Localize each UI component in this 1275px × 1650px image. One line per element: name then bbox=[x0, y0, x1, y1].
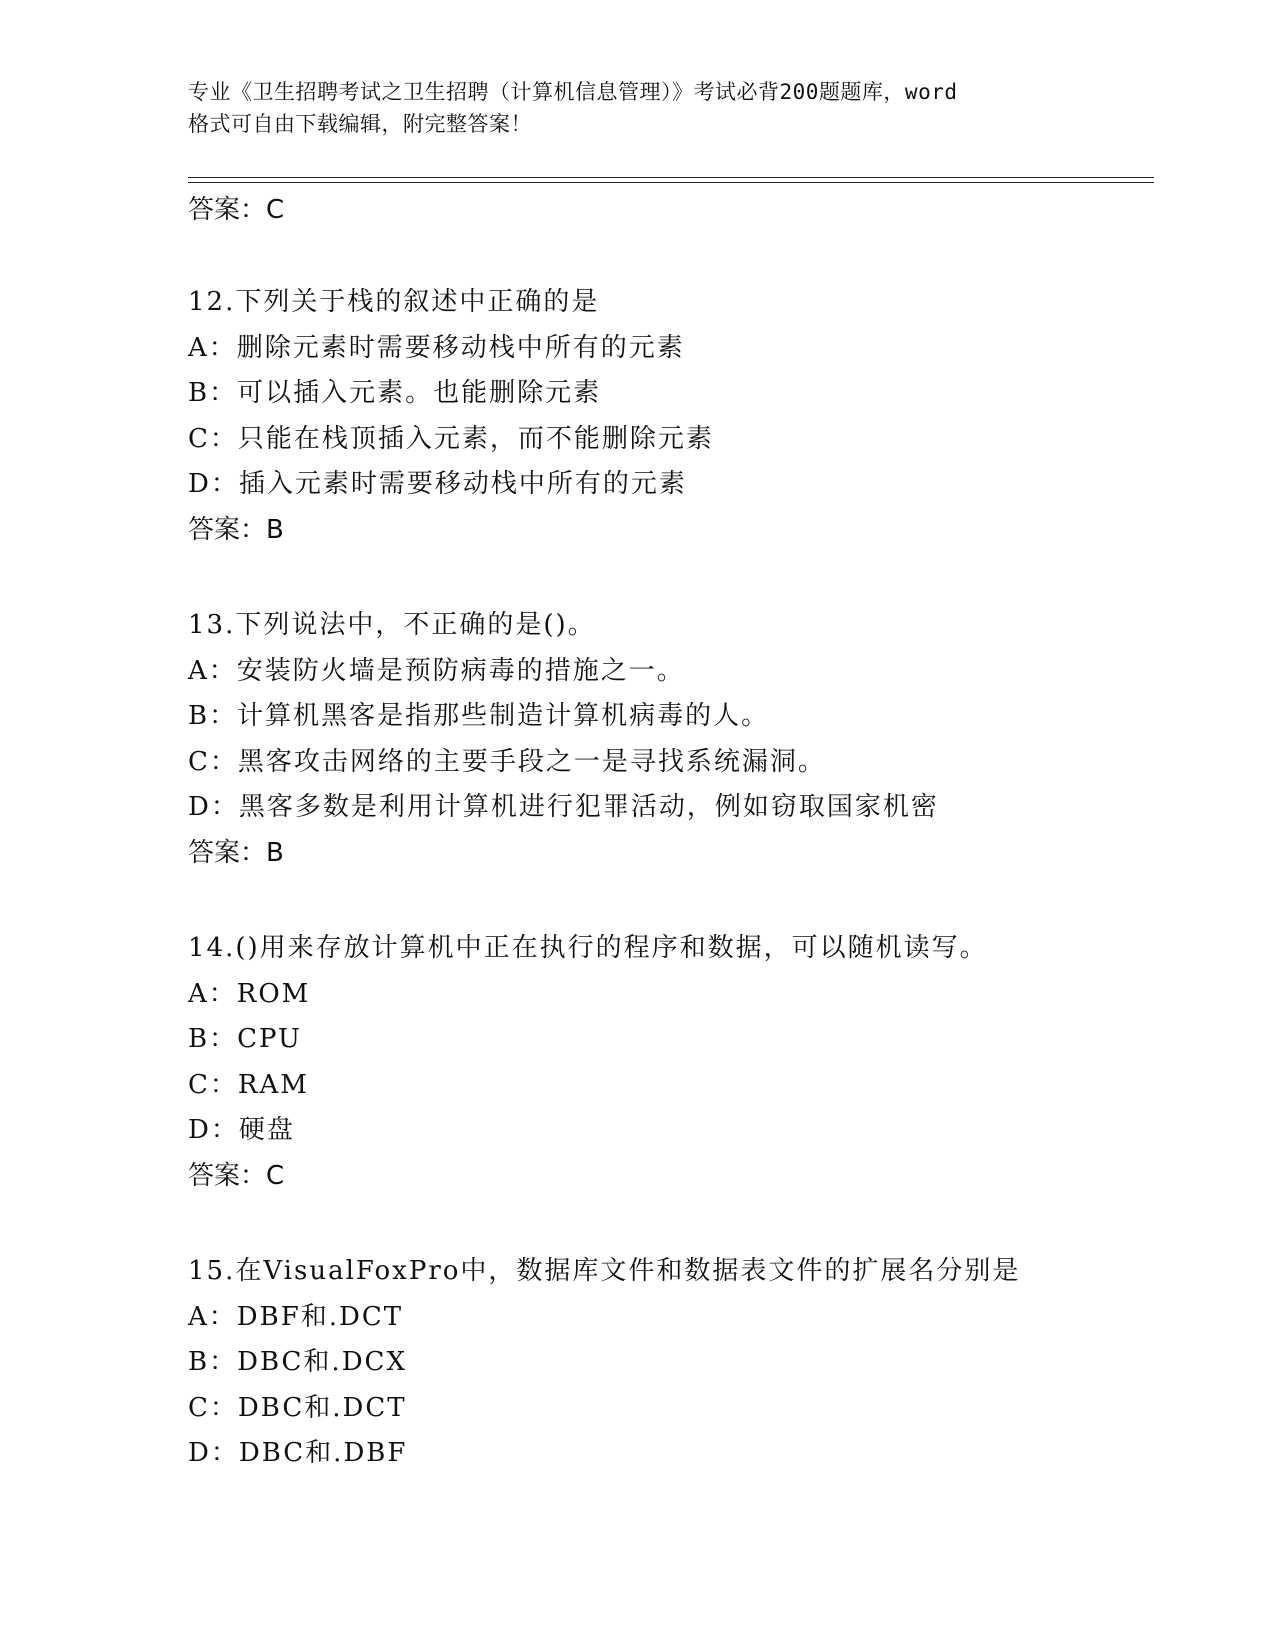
question-block bbox=[188, 280, 1148, 553]
question-stem: 12.下列关于栈的叙述中正确的是 bbox=[188, 287, 600, 317]
header-title-line-2: 格式可自由下载编辑，附完整答案！ bbox=[188, 112, 532, 136]
question-option: D：插入元素时需要移动栈中所有的元素 bbox=[188, 469, 687, 499]
page-header bbox=[188, 76, 1088, 140]
question-option: D：DBC和.DBF bbox=[188, 1438, 408, 1468]
header-title-line-1: 专业《卫生招聘考试之卫生招聘（计算机信息管理）》考试必背200题题库，word bbox=[188, 80, 958, 104]
question-stem: 14.()用来存放计算机中正在执行的程序和数据，可以随机读写。 bbox=[188, 933, 988, 963]
question-answer: 答案：C bbox=[188, 1160, 285, 1191]
question-block bbox=[188, 926, 1148, 1199]
question-option: D：硬盘 bbox=[188, 1115, 295, 1145]
question-option: B：CPU bbox=[188, 1024, 302, 1054]
question-option: A：安装防火墙是预防病毒的措施之一。 bbox=[188, 655, 685, 686]
header-divider bbox=[188, 177, 1154, 183]
question-stem: 13.下列说法中，不正确的是()。 bbox=[188, 610, 596, 640]
question-option: C：只能在栈顶插入元素，而不能删除元素 bbox=[188, 423, 714, 454]
question-option: C：黑客攻击网络的主要手段之一是寻找系统漏洞。 bbox=[188, 746, 826, 777]
question-option: A：DBF和.DCT bbox=[188, 1301, 404, 1332]
question-answer: 答案：B bbox=[188, 837, 284, 868]
question-block bbox=[188, 1249, 1148, 1477]
question-option: C：DBC和.DCT bbox=[188, 1392, 407, 1423]
question-option: A：删除元素时需要移动栈中所有的元素 bbox=[188, 332, 685, 363]
question-option: B：可以插入元素。也能删除元素 bbox=[188, 378, 602, 408]
question-option: B：计算机黑客是指那些制造计算机病毒的人。 bbox=[188, 701, 770, 731]
questions-container bbox=[188, 280, 1148, 1477]
question-block bbox=[188, 603, 1148, 876]
question-option: A：ROM bbox=[188, 978, 311, 1009]
question-option: C：RAM bbox=[188, 1069, 309, 1100]
question-stem: 15.在VisualFoxPro中，数据库文件和数据表文件的扩展名分别是 bbox=[188, 1256, 1021, 1286]
previous-answer: 答案：C bbox=[188, 195, 285, 225]
question-answer: 答案：B bbox=[188, 514, 284, 545]
question-option: D：黑客多数是利用计算机进行犯罪活动，例如窃取国家机密 bbox=[188, 792, 939, 822]
question-option: B：DBC和.DCX bbox=[188, 1347, 407, 1377]
question-list bbox=[188, 190, 1148, 1477]
